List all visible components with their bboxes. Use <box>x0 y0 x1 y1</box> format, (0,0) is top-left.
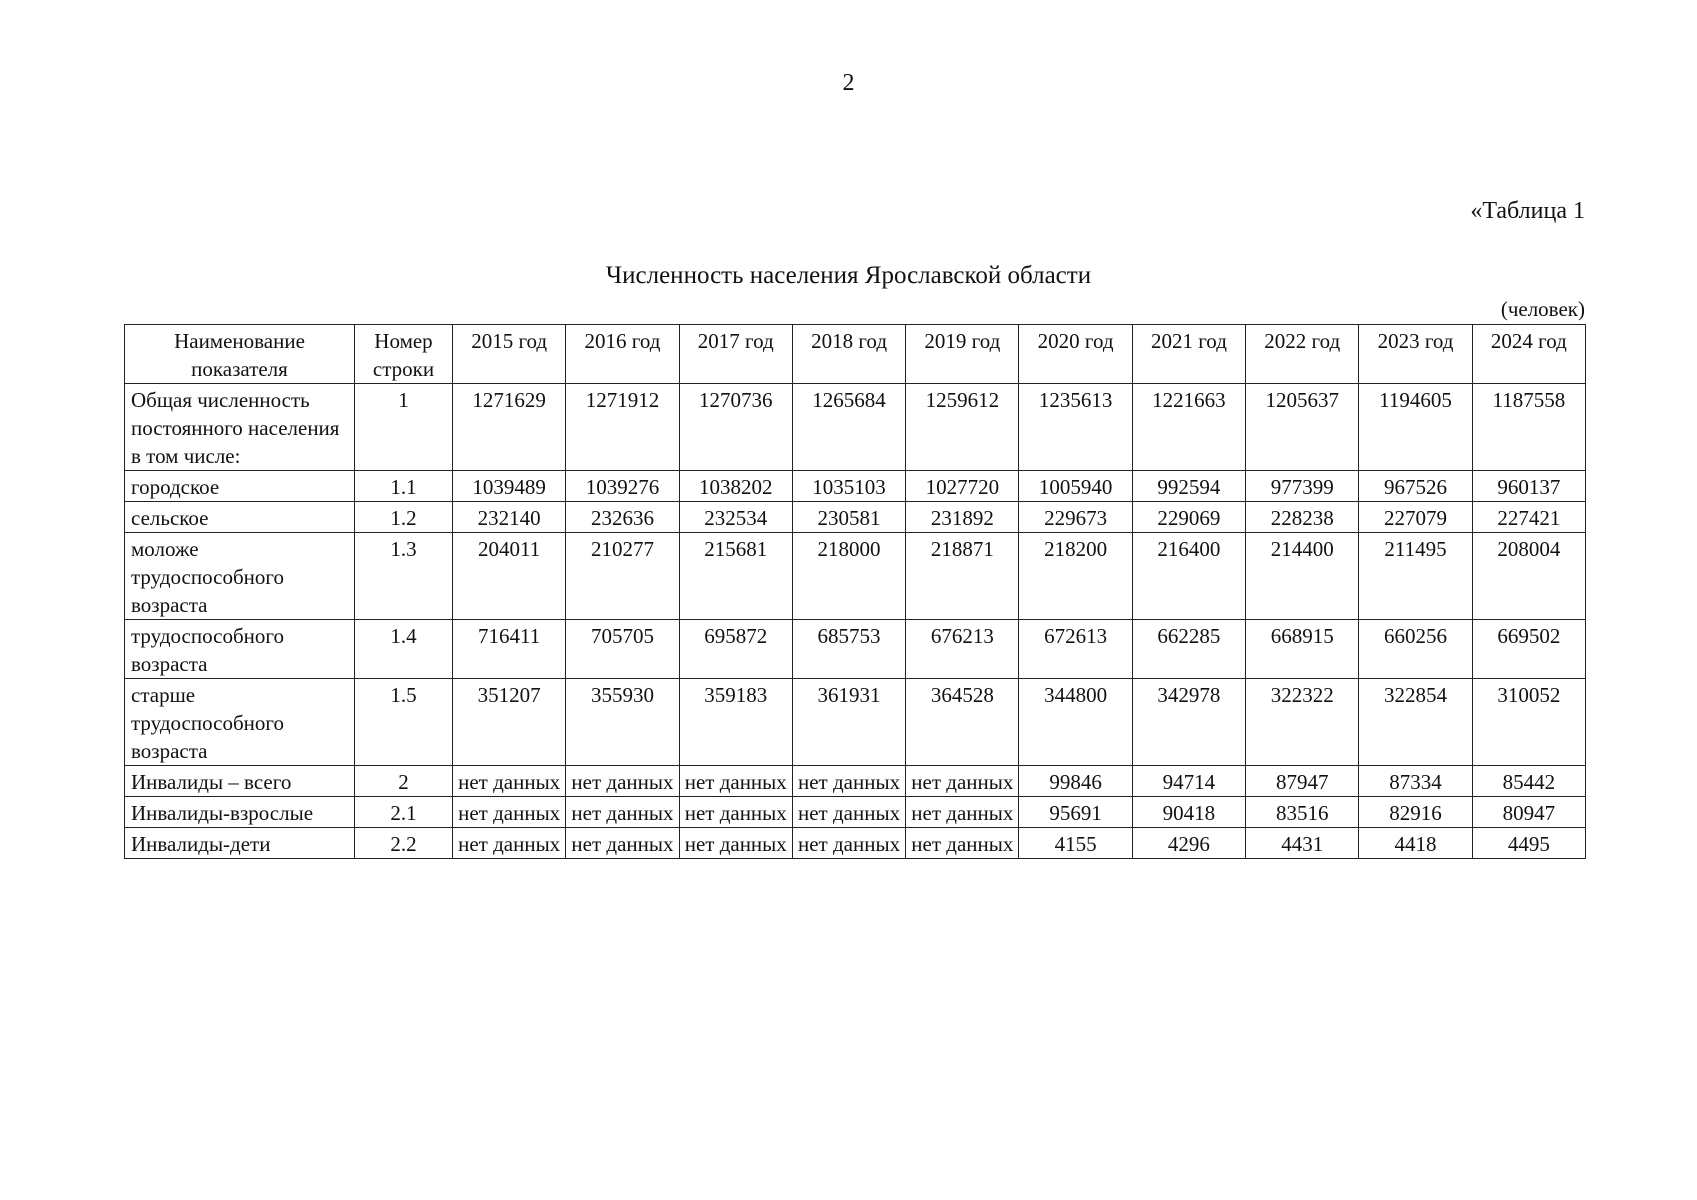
table-row <box>125 620 1586 679</box>
table-header-row <box>125 325 1586 384</box>
value-cell: 210277 <box>566 533 679 620</box>
table-row <box>125 502 1586 533</box>
value-cell: 967526 <box>1359 471 1472 502</box>
value-cell: 1039276 <box>566 471 679 502</box>
value-cell: 685753 <box>792 620 905 679</box>
header-cell: 2021 год <box>1132 325 1245 384</box>
value-cell: нет данных <box>792 766 905 797</box>
value-cell: 676213 <box>906 620 1019 679</box>
value-cell: 228238 <box>1246 502 1359 533</box>
header-cell: 2022 год <box>1246 325 1359 384</box>
value-cell: 1270736 <box>679 384 792 471</box>
document-title: Численность населения Ярославской области <box>605 262 1092 289</box>
row-number-cell: 1.5 <box>355 679 453 766</box>
value-cell: 216400 <box>1132 533 1245 620</box>
table-body <box>125 384 1586 859</box>
value-cell: 218200 <box>1019 533 1132 620</box>
header-cell: 2018 год <box>792 325 905 384</box>
indicator-name-cell: сельское <box>125 502 355 533</box>
value-cell: 361931 <box>792 679 905 766</box>
value-cell: 672613 <box>1019 620 1132 679</box>
indicator-name-cell: Инвалиды – всего <box>125 766 355 797</box>
value-cell: 660256 <box>1359 620 1472 679</box>
units-label: (человек) <box>1500 297 1585 321</box>
table-caption: «Таблица 1 <box>1470 198 1585 224</box>
value-cell: 95691 <box>1019 797 1132 828</box>
value-cell: 85442 <box>1472 766 1585 797</box>
value-cell: 229069 <box>1132 502 1245 533</box>
value-cell: 204011 <box>453 533 566 620</box>
value-cell: 4155 <box>1019 828 1132 859</box>
value-cell: 716411 <box>453 620 566 679</box>
value-cell: нет данных <box>453 766 566 797</box>
value-cell: 705705 <box>566 620 679 679</box>
row-number-cell: 1 <box>355 384 453 471</box>
value-cell: 231892 <box>906 502 1019 533</box>
table-row <box>125 533 1586 620</box>
indicator-name-cell: моложе трудоспособного возраста <box>125 533 355 620</box>
table-row <box>125 828 1586 859</box>
row-number-cell: 1.2 <box>355 502 453 533</box>
value-cell: 344800 <box>1019 679 1132 766</box>
value-cell: 322322 <box>1246 679 1359 766</box>
table-row <box>125 384 1586 471</box>
row-number-cell: 2.1 <box>355 797 453 828</box>
value-cell: 1205637 <box>1246 384 1359 471</box>
value-cell: 99846 <box>1019 766 1132 797</box>
value-cell: 662285 <box>1132 620 1245 679</box>
value-cell: 351207 <box>453 679 566 766</box>
value-cell: 1259612 <box>906 384 1019 471</box>
value-cell: 960137 <box>1472 471 1585 502</box>
value-cell: 232534 <box>679 502 792 533</box>
value-cell: 1194605 <box>1359 384 1472 471</box>
value-cell: 214400 <box>1246 533 1359 620</box>
value-cell: 211495 <box>1359 533 1472 620</box>
value-cell: нет данных <box>906 766 1019 797</box>
row-number-cell: 1.4 <box>355 620 453 679</box>
value-cell: 232636 <box>566 502 679 533</box>
value-cell: 668915 <box>1246 620 1359 679</box>
header-cell: 2024 год <box>1472 325 1585 384</box>
value-cell: нет данных <box>453 797 566 828</box>
value-cell: 1027720 <box>906 471 1019 502</box>
value-cell: 695872 <box>679 620 792 679</box>
value-cell: 1271912 <box>566 384 679 471</box>
indicator-name-cell: городское <box>125 471 355 502</box>
row-number-cell: 1.3 <box>355 533 453 620</box>
value-cell: 364528 <box>906 679 1019 766</box>
page-number: 2 <box>842 70 855 96</box>
value-cell: 227421 <box>1472 502 1585 533</box>
value-cell: нет данных <box>906 828 1019 859</box>
value-cell: нет данных <box>679 797 792 828</box>
header-cell: 2016 год <box>566 325 679 384</box>
indicator-name-cell: Инвалиды-дети <box>125 828 355 859</box>
value-cell: 90418 <box>1132 797 1245 828</box>
value-cell: 359183 <box>679 679 792 766</box>
header-cell: Номер строки <box>355 325 453 384</box>
value-cell: 94714 <box>1132 766 1245 797</box>
header-cell: 2017 год <box>679 325 792 384</box>
value-cell: 1235613 <box>1019 384 1132 471</box>
value-cell: нет данных <box>679 828 792 859</box>
table-row <box>125 766 1586 797</box>
table-row <box>125 797 1586 828</box>
value-cell: 342978 <box>1132 679 1245 766</box>
table-row <box>125 471 1586 502</box>
value-cell: 1271629 <box>453 384 566 471</box>
row-number-cell: 2.2 <box>355 828 453 859</box>
value-cell: 1187558 <box>1472 384 1585 471</box>
indicator-name-cell: Инвалиды-взрослые <box>125 797 355 828</box>
value-cell: 218871 <box>906 533 1019 620</box>
value-cell: 992594 <box>1132 471 1245 502</box>
population-table <box>124 324 1586 859</box>
table-row <box>125 679 1586 766</box>
value-cell: 1038202 <box>679 471 792 502</box>
row-number-cell: 2 <box>355 766 453 797</box>
value-cell: нет данных <box>792 828 905 859</box>
indicator-name-cell: старше трудоспособного возраста <box>125 679 355 766</box>
value-cell: нет данных <box>566 766 679 797</box>
value-cell: 4495 <box>1472 828 1585 859</box>
value-cell: 80947 <box>1472 797 1585 828</box>
value-cell: 1039489 <box>453 471 566 502</box>
indicator-name-cell: трудоспособного возраста <box>125 620 355 679</box>
value-cell: 229673 <box>1019 502 1132 533</box>
value-cell: 322854 <box>1359 679 1472 766</box>
value-cell: 1221663 <box>1132 384 1245 471</box>
value-cell: 83516 <box>1246 797 1359 828</box>
value-cell: 355930 <box>566 679 679 766</box>
indicator-name-cell: Общая численность постоянного населения в том числе: <box>125 384 355 471</box>
value-cell: нет данных <box>566 797 679 828</box>
value-cell: 227079 <box>1359 502 1472 533</box>
value-cell: 215681 <box>679 533 792 620</box>
value-cell: 208004 <box>1472 533 1585 620</box>
value-cell: 4431 <box>1246 828 1359 859</box>
value-cell: 4296 <box>1132 828 1245 859</box>
value-cell: 87334 <box>1359 766 1472 797</box>
value-cell: 1035103 <box>792 471 905 502</box>
value-cell: нет данных <box>453 828 566 859</box>
row-number-cell: 1.1 <box>355 471 453 502</box>
header-cell: 2023 год <box>1359 325 1472 384</box>
value-cell: нет данных <box>792 797 905 828</box>
value-cell: 82916 <box>1359 797 1472 828</box>
header-cell: Наименование показателя <box>125 325 355 384</box>
value-cell: 87947 <box>1246 766 1359 797</box>
value-cell: нет данных <box>679 766 792 797</box>
value-cell: 218000 <box>792 533 905 620</box>
value-cell: 4418 <box>1359 828 1472 859</box>
value-cell: 669502 <box>1472 620 1585 679</box>
header-cell: 2019 год <box>906 325 1019 384</box>
value-cell: 310052 <box>1472 679 1585 766</box>
value-cell: 977399 <box>1246 471 1359 502</box>
value-cell: 232140 <box>453 502 566 533</box>
value-cell: нет данных <box>906 797 1019 828</box>
header-cell: 2020 год <box>1019 325 1132 384</box>
value-cell: 230581 <box>792 502 905 533</box>
header-cell: 2015 год <box>453 325 566 384</box>
value-cell: 1005940 <box>1019 471 1132 502</box>
value-cell: нет данных <box>566 828 679 859</box>
value-cell: 1265684 <box>792 384 905 471</box>
